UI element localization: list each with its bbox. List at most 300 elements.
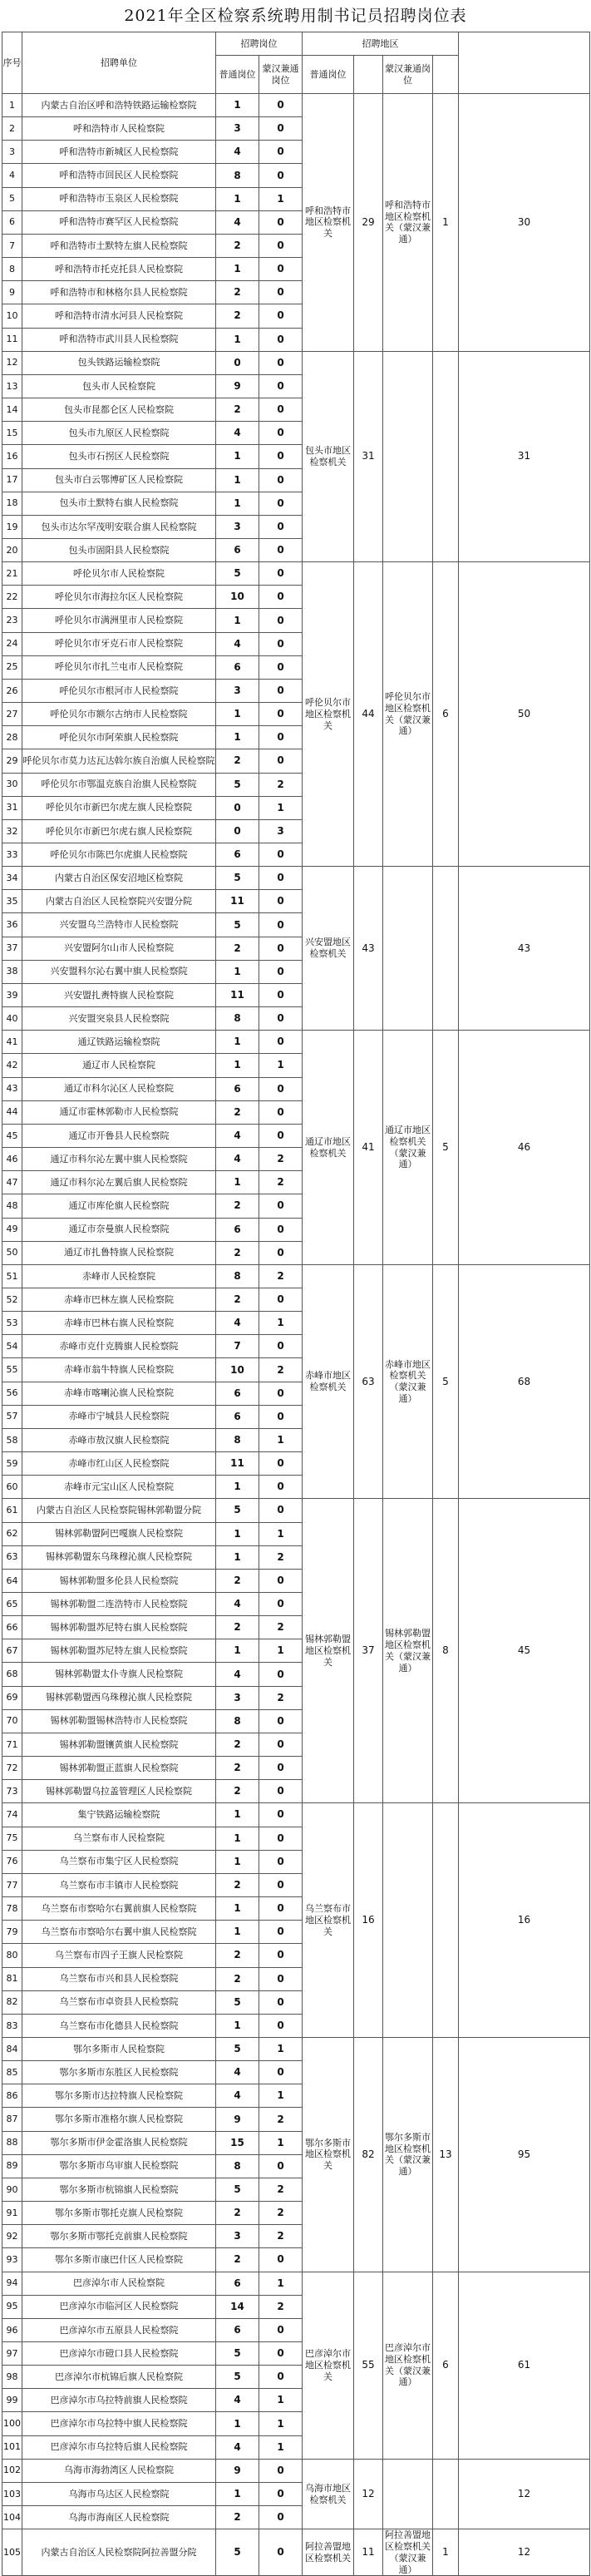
region-general-total: 12 — [354, 2459, 383, 2529]
row-bilingual-count: 2 — [259, 773, 303, 796]
row-general-count: 4 — [216, 2389, 259, 2412]
table-row — [2, 351, 590, 374]
row-bilingual-count: 0 — [259, 586, 303, 609]
row-general-count: 1 — [216, 1054, 259, 1077]
row-general-count: 1 — [216, 2412, 259, 2435]
row-general-count: 2 — [216, 1780, 259, 1803]
row-unit: 呼伦贝尔市阿荣旗人民检察院 — [22, 726, 216, 749]
row-general-count: 2 — [216, 281, 259, 304]
row-bilingual-count: 2 — [259, 2178, 303, 2201]
row-seq: 102 — [2, 2459, 22, 2482]
region-bilingual-name: 阿拉善盟地区检察机关（蒙汉兼通） — [383, 2529, 433, 2576]
row-bilingual-count: 0 — [259, 1780, 303, 1803]
row-unit: 鄂尔多斯市鄂托克旗人民检察院 — [22, 2202, 216, 2225]
row-seq: 59 — [2, 1452, 22, 1476]
row-general-count: 5 — [216, 562, 259, 586]
row-seq: 30 — [2, 773, 22, 796]
row-seq: 68 — [2, 1663, 22, 1686]
row-seq: 92 — [2, 2225, 22, 2248]
row-general-count: 2 — [216, 1873, 259, 1896]
row-seq: 55 — [2, 1358, 22, 1382]
row-seq: 37 — [2, 937, 22, 960]
row-unit: 锡林郭勒盟镶黄旗人民检察院 — [22, 1733, 216, 1756]
header-area-gen-count — [354, 56, 383, 94]
row-seq: 54 — [2, 1335, 22, 1358]
row-general-count: 4 — [216, 422, 259, 445]
row-seq: 19 — [2, 515, 22, 538]
row-bilingual-count: 1 — [259, 2412, 303, 2435]
region-bilingual-total: 1 — [433, 94, 459, 352]
row-seq: 71 — [2, 1733, 22, 1756]
row-bilingual-count: 0 — [259, 398, 303, 422]
row-general-count: 3 — [216, 117, 259, 141]
row-seq: 8 — [2, 258, 22, 281]
region-name: 呼和浩特市地区检察机关 — [303, 94, 354, 352]
row-bilingual-count: 0 — [259, 1031, 303, 1054]
row-general-count: 10 — [216, 1358, 259, 1382]
row-general-count: 9 — [216, 2459, 259, 2482]
row-unit: 呼伦贝尔市额尔古纳市人民检察院 — [22, 703, 216, 726]
row-unit: 呼和浩特市土默特左旗人民检察院 — [22, 234, 216, 257]
row-seq: 75 — [2, 1827, 22, 1850]
region-bilingual-name — [383, 351, 433, 561]
row-unit: 赤峰市红山区人民检察院 — [22, 1452, 216, 1476]
row-unit: 包头铁路运输检察院 — [22, 351, 216, 374]
row-bilingual-count: 1 — [259, 1639, 303, 1663]
row-general-count: 6 — [216, 538, 259, 561]
row-seq: 103 — [2, 2482, 22, 2505]
row-seq: 13 — [2, 374, 22, 398]
row-seq: 21 — [2, 562, 22, 586]
row-unit: 赤峰市人民检察院 — [22, 1264, 216, 1288]
region-total: 68 — [459, 1264, 590, 1499]
row-seq: 6 — [2, 210, 22, 234]
table-body — [2, 94, 590, 2576]
row-unit: 鄂尔多斯市伊金霍洛旗人民检察院 — [22, 2131, 216, 2154]
row-seq: 40 — [2, 1007, 22, 1031]
row-seq: 29 — [2, 749, 22, 773]
region-general-total: 82 — [354, 2037, 383, 2272]
row-bilingual-count: 2 — [259, 2202, 303, 2225]
header-area-general: 普通岗位 — [303, 56, 354, 94]
row-unit: 包头市石拐区人民检察院 — [22, 445, 216, 468]
row-bilingual-count: 0 — [259, 890, 303, 913]
row-unit: 乌兰察布市卓资县人民检察院 — [22, 1990, 216, 2014]
row-seq: 39 — [2, 983, 22, 1006]
row-seq: 1 — [2, 94, 22, 117]
row-unit: 赤峰市克什克腾旗人民检察院 — [22, 1335, 216, 1358]
row-bilingual-count: 0 — [259, 2014, 303, 2037]
row-unit: 兴安盟乌兰浩特市人民检察院 — [22, 913, 216, 937]
row-general-count: 0 — [216, 351, 259, 374]
row-unit: 乌兰察布市集宁区人民检察院 — [22, 1850, 216, 1873]
row-unit: 呼和浩特市新城区人民检察院 — [22, 141, 216, 164]
row-unit: 兴安盟科尔沁右翼中旗人民检察院 — [22, 960, 216, 983]
row-general-count: 1 — [216, 445, 259, 468]
row-general-count: 4 — [216, 1148, 259, 1171]
row-seq: 32 — [2, 819, 22, 843]
row-seq: 98 — [2, 2366, 22, 2389]
row-general-count: 6 — [216, 843, 259, 867]
row-seq: 47 — [2, 1171, 22, 1194]
row-unit: 呼伦贝尔市莫力达瓦达斡尔族自治旗人民检察院 — [22, 749, 216, 773]
row-unit: 呼伦贝尔市陈巴尔虎旗人民检察院 — [22, 843, 216, 867]
row-bilingual-count: 0 — [259, 351, 303, 374]
row-bilingual-count: 0 — [259, 1382, 303, 1405]
row-unit: 巴彦淖尔市磴口县人民检察院 — [22, 2342, 216, 2366]
row-bilingual-count: 0 — [259, 258, 303, 281]
row-bilingual-count: 0 — [259, 1569, 303, 1592]
row-seq: 89 — [2, 2154, 22, 2178]
row-seq: 35 — [2, 890, 22, 913]
row-unit: 鄂尔多斯市人民检察院 — [22, 2037, 216, 2060]
table-row — [2, 2459, 590, 2482]
row-seq: 73 — [2, 1780, 22, 1803]
row-bilingual-count: 0 — [259, 1476, 303, 1499]
row-bilingual-count: 1 — [259, 2131, 303, 2154]
header-bilingual: 蒙汉兼通岗位 — [259, 56, 303, 94]
row-unit: 内蒙古自治区人民检察院阿拉善盟分院 — [22, 2529, 216, 2576]
row-general-count: 4 — [216, 2435, 259, 2459]
region-total: 50 — [459, 562, 590, 867]
row-general-count: 9 — [216, 2108, 259, 2131]
row-unit: 巴彦淖尔市乌拉特后旗人民检察院 — [22, 2435, 216, 2459]
row-general-count: 1 — [216, 1897, 259, 1921]
row-seq: 26 — [2, 679, 22, 702]
row-seq: 77 — [2, 1873, 22, 1896]
region-total: 43 — [459, 867, 590, 1031]
region-bilingual-total: 13 — [433, 2037, 459, 2272]
row-general-count: 2 — [216, 1967, 259, 1990]
region-name: 乌海市地区检察机关 — [303, 2459, 354, 2529]
row-unit: 赤峰市巴林右旗人民检察院 — [22, 1312, 216, 1335]
row-bilingual-count: 0 — [259, 703, 303, 726]
row-bilingual-count: 0 — [259, 726, 303, 749]
row-unit: 乌海市乌达区人民检察院 — [22, 2482, 216, 2505]
row-bilingual-count: 0 — [259, 1593, 303, 1616]
row-general-count: 1 — [216, 94, 259, 117]
row-unit: 鄂尔多斯市乌审旗人民检察院 — [22, 2154, 216, 2178]
table-row — [2, 1803, 590, 1827]
row-general-count: 1 — [216, 2482, 259, 2505]
row-general-count: 9 — [216, 374, 259, 398]
row-bilingual-count: 0 — [259, 2154, 303, 2178]
row-general-count: 1 — [216, 703, 259, 726]
row-general-count: 2 — [216, 937, 259, 960]
region-name: 鄂尔多斯市地区检察机关 — [303, 2037, 354, 2272]
row-bilingual-count: 2 — [259, 1358, 303, 1382]
row-seq: 38 — [2, 960, 22, 983]
row-general-count: 4 — [216, 1663, 259, 1686]
row-seq: 100 — [2, 2412, 22, 2435]
row-unit: 包头市白云鄂博矿区人民检察院 — [22, 468, 216, 492]
row-general-count: 6 — [216, 655, 259, 679]
row-bilingual-count: 0 — [259, 937, 303, 960]
row-seq: 4 — [2, 164, 22, 187]
row-seq: 76 — [2, 1850, 22, 1873]
region-total: 46 — [459, 1031, 590, 1265]
row-general-count: 5 — [216, 1990, 259, 2014]
region-bilingual-total: 1 — [433, 2529, 459, 2576]
row-bilingual-count: 2 — [259, 2295, 303, 2318]
row-unit: 锡林郭勒盟西乌珠穆沁旗人民检察院 — [22, 1686, 216, 1709]
row-unit: 内蒙古自治区人民检察院兴安盟分院 — [22, 890, 216, 913]
row-unit: 锡林郭勒盟正蓝旗人民检察院 — [22, 1757, 216, 1780]
region-general-total: 29 — [354, 94, 383, 352]
row-bilingual-count: 0 — [259, 983, 303, 1006]
region-total: 61 — [459, 2272, 590, 2459]
header-unit: 招聘单位 — [22, 32, 216, 94]
row-seq: 24 — [2, 632, 22, 655]
row-unit: 通辽铁路运输检察院 — [22, 1031, 216, 1054]
row-unit: 呼伦贝尔市新巴尔虎右旗人民检察院 — [22, 819, 216, 843]
row-seq: 10 — [2, 304, 22, 328]
row-bilingual-count: 0 — [259, 1709, 303, 1733]
row-bilingual-count: 0 — [259, 1405, 303, 1428]
row-bilingual-count: 2 — [259, 1264, 303, 1288]
row-unit: 呼和浩特市清水河县人民检察院 — [22, 304, 216, 328]
region-bilingual-name — [383, 1803, 433, 2038]
row-bilingual-count: 2 — [259, 2108, 303, 2131]
row-unit: 呼伦贝尔市人民检察院 — [22, 562, 216, 586]
row-unit: 锡林郭勒盟二连浩特市人民检察院 — [22, 1593, 216, 1616]
row-bilingual-count: 0 — [259, 1663, 303, 1686]
row-unit: 通辽市人民检察院 — [22, 1054, 216, 1077]
row-bilingual-count: 0 — [259, 1452, 303, 1476]
table-row — [2, 2037, 590, 2060]
row-unit: 乌海市海南区人民检察院 — [22, 2506, 216, 2529]
row-seq: 22 — [2, 586, 22, 609]
row-unit: 锡林郭勒盟太仆寺旗人民检察院 — [22, 1663, 216, 1686]
row-unit: 呼伦贝尔市牙克石市人民检察院 — [22, 632, 216, 655]
row-general-count: 1 — [216, 1545, 259, 1569]
row-seq: 45 — [2, 1124, 22, 1147]
row-bilingual-count: 3 — [259, 819, 303, 843]
row-bilingual-count: 0 — [259, 1100, 303, 1124]
row-unit: 锡林郭勒盟苏尼特右旗人民检察院 — [22, 1616, 216, 1639]
row-bilingual-count: 1 — [259, 796, 303, 819]
row-seq: 93 — [2, 2248, 22, 2272]
row-seq: 50 — [2, 1241, 22, 1264]
table-row — [2, 2529, 590, 2576]
row-unit: 赤峰市翁牛特旗人民检察院 — [22, 1358, 216, 1382]
row-bilingual-count: 0 — [259, 562, 303, 586]
region-general-total: 43 — [354, 867, 383, 1031]
row-seq: 18 — [2, 492, 22, 515]
row-unit: 兴安盟阿尔山市人民检察院 — [22, 937, 216, 960]
row-seq: 81 — [2, 1967, 22, 1990]
row-general-count: 2 — [216, 2202, 259, 2225]
row-unit: 呼和浩特市玉泉区人民检察院 — [22, 187, 216, 210]
row-general-count: 3 — [216, 515, 259, 538]
row-general-count: 8 — [216, 164, 259, 187]
row-unit: 通辽市霍林郭勒市人民检察院 — [22, 1100, 216, 1124]
row-seq: 85 — [2, 2061, 22, 2084]
row-general-count: 1 — [216, 1639, 259, 1663]
row-bilingual-count: 0 — [259, 1967, 303, 1990]
row-seq: 42 — [2, 1054, 22, 1077]
region-bilingual-name: 锡林郭勒盟地区检察机关（蒙汉兼通） — [383, 1499, 433, 1803]
row-general-count: 5 — [216, 2529, 259, 2576]
row-unit: 乌兰察布市人民检察院 — [22, 1827, 216, 1850]
row-bilingual-count: 2 — [259, 1545, 303, 1569]
row-seq: 91 — [2, 2202, 22, 2225]
row-unit: 呼伦贝尔市鄂温克族自治旗人民检察院 — [22, 773, 216, 796]
region-total: 16 — [459, 1803, 590, 2038]
row-bilingual-count: 1 — [259, 2037, 303, 2060]
row-unit: 呼和浩特市托克托县人民检察院 — [22, 258, 216, 281]
row-seq: 23 — [2, 609, 22, 632]
row-general-count: 7 — [216, 1335, 259, 1358]
row-general-count: 6 — [216, 1077, 259, 1100]
row-general-count: 1 — [216, 726, 259, 749]
row-seq: 33 — [2, 843, 22, 867]
row-general-count: 5 — [216, 2037, 259, 2060]
row-bilingual-count: 0 — [259, 2529, 303, 2576]
row-bilingual-count: 0 — [259, 1241, 303, 1264]
row-unit: 包头市昆都仑区人民检察院 — [22, 398, 216, 422]
region-name: 赤峰市地区检察机关 — [303, 1264, 354, 1499]
table-row — [2, 1031, 590, 1054]
row-bilingual-count: 0 — [259, 304, 303, 328]
row-unit: 通辽市科尔沁左翼后旗人民检察院 — [22, 1171, 216, 1194]
row-general-count: 8 — [216, 1428, 259, 1451]
row-seq: 53 — [2, 1312, 22, 1335]
row-bilingual-count: 0 — [259, 960, 303, 983]
row-unit: 鄂尔多斯市康巴什区人民检察院 — [22, 2248, 216, 2272]
row-bilingual-count: 1 — [259, 2272, 303, 2295]
row-general-count: 2 — [216, 1757, 259, 1780]
row-seq: 51 — [2, 1264, 22, 1288]
row-seq: 20 — [2, 538, 22, 561]
row-general-count: 2 — [216, 1100, 259, 1124]
row-unit: 鄂尔多斯市东胜区人民检察院 — [22, 2061, 216, 2084]
row-seq: 58 — [2, 1428, 22, 1451]
row-unit: 呼伦贝尔市海拉尔区人民检察院 — [22, 586, 216, 609]
row-unit: 巴彦淖尔市临河区人民检察院 — [22, 2295, 216, 2318]
row-bilingual-count: 0 — [259, 515, 303, 538]
row-seq: 69 — [2, 1686, 22, 1709]
row-general-count: 0 — [216, 796, 259, 819]
recruitment-table — [2, 32, 590, 2576]
row-general-count: 11 — [216, 1452, 259, 1476]
row-unit: 内蒙古自治区呼和浩特铁路运输检察院 — [22, 94, 216, 117]
header-area-bilingual: 蒙汉兼通岗位 — [383, 56, 433, 94]
region-general-total: 37 — [354, 1499, 383, 1803]
row-unit: 锡林郭勒盟乌拉盖管理区人民检察院 — [22, 1780, 216, 1803]
row-unit: 内蒙古自治区人民检察院锡林郭勒盟分院 — [22, 1499, 216, 1522]
row-bilingual-count: 0 — [259, 1944, 303, 1967]
row-seq: 5 — [2, 187, 22, 210]
row-general-count: 1 — [216, 1476, 259, 1499]
row-general-count: 2 — [216, 1241, 259, 1264]
row-general-count: 1 — [216, 468, 259, 492]
row-general-count: 1 — [216, 1803, 259, 1827]
region-bilingual-name — [383, 2459, 433, 2529]
row-seq: 79 — [2, 1921, 22, 1944]
row-unit: 乌兰察布市兴和县人民检察院 — [22, 1967, 216, 1990]
row-unit: 锡林郭勒盟东乌珠穆沁旗人民检察院 — [22, 1545, 216, 1569]
row-bilingual-count: 0 — [259, 1194, 303, 1218]
row-unit: 呼伦贝尔市扎兰屯市人民检察院 — [22, 655, 216, 679]
row-unit: 内蒙古自治区保安沼地区检察院 — [22, 867, 216, 890]
row-unit: 包头市土默特右旗人民检察院 — [22, 492, 216, 515]
row-bilingual-count: 0 — [259, 843, 303, 867]
region-total: 45 — [459, 1499, 590, 1803]
row-unit: 包头市九原区人民检察院 — [22, 422, 216, 445]
row-unit: 通辽市科尔沁区人民检察院 — [22, 1077, 216, 1100]
row-seq: 83 — [2, 2014, 22, 2037]
row-bilingual-count: 1 — [259, 187, 303, 210]
row-general-count: 1 — [216, 258, 259, 281]
row-unit: 通辽市库伦旗人民检察院 — [22, 1194, 216, 1218]
row-seq: 94 — [2, 2272, 22, 2295]
row-unit: 乌兰察布市化德县人民检察院 — [22, 2014, 216, 2037]
row-seq: 72 — [2, 1757, 22, 1780]
row-bilingual-count: 0 — [259, 2342, 303, 2366]
row-general-count: 15 — [216, 2131, 259, 2154]
region-bilingual-total — [433, 351, 459, 561]
row-unit: 赤峰市敖汉旗人民检察院 — [22, 1428, 216, 1451]
row-unit: 巴彦淖尔市乌拉特前旗人民检察院 — [22, 2389, 216, 2412]
row-seq: 105 — [2, 2529, 22, 2576]
row-bilingual-count: 0 — [259, 1757, 303, 1780]
region-name: 巴彦淖尔市地区检察机关 — [303, 2272, 354, 2459]
row-bilingual-count: 0 — [259, 1850, 303, 1873]
row-unit: 锡林郭勒盟阿巴嘎旗人民检察院 — [22, 1522, 216, 1545]
row-general-count: 2 — [216, 1288, 259, 1311]
row-seq: 61 — [2, 1499, 22, 1522]
region-bilingual-name: 呼和浩特市地区检察机关（蒙汉兼通） — [383, 94, 433, 352]
row-unit: 通辽市科尔沁左翼中旗人民检察院 — [22, 1148, 216, 1171]
row-seq: 15 — [2, 422, 22, 445]
row-general-count: 2 — [216, 398, 259, 422]
row-general-count: 2 — [216, 1616, 259, 1639]
row-bilingual-count: 0 — [259, 1007, 303, 1031]
row-bilingual-count: 0 — [259, 445, 303, 468]
row-bilingual-count: 1 — [259, 2435, 303, 2459]
row-unit: 呼和浩特市赛罕区人民检察院 — [22, 210, 216, 234]
row-seq: 16 — [2, 445, 22, 468]
row-general-count: 11 — [216, 983, 259, 1006]
row-general-count: 1 — [216, 1031, 259, 1054]
header-seq: 序号 — [2, 32, 22, 94]
table-row — [2, 2272, 590, 2295]
row-seq: 34 — [2, 867, 22, 890]
row-bilingual-count: 0 — [259, 374, 303, 398]
row-general-count: 2 — [216, 1944, 259, 1967]
row-general-count: 1 — [216, 2014, 259, 2037]
row-bilingual-count: 0 — [259, 1077, 303, 1100]
page-title: 2021年全区检察系统聘用制书记员招聘岗位表 — [124, 7, 467, 25]
row-general-count: 5 — [216, 2342, 259, 2366]
row-bilingual-count: 0 — [259, 2061, 303, 2084]
region-general-total: 55 — [354, 2272, 383, 2459]
row-bilingual-count: 0 — [259, 1499, 303, 1522]
row-unit: 鄂尔多斯市杭锦旗人民检察院 — [22, 2178, 216, 2201]
region-name: 兴安盟地区检察机关 — [303, 867, 354, 1031]
row-general-count: 5 — [216, 2178, 259, 2201]
row-unit: 巴彦淖尔市人民检察院 — [22, 2272, 216, 2295]
row-seq: 78 — [2, 1897, 22, 1921]
row-unit: 呼伦贝尔市新巴尔虎左旗人民检察院 — [22, 796, 216, 819]
row-general-count: 2 — [216, 2248, 259, 2272]
row-general-count: 4 — [216, 1312, 259, 1335]
row-unit: 赤峰市喀喇沁旗人民检察院 — [22, 1382, 216, 1405]
row-general-count: 6 — [216, 1405, 259, 1428]
row-unit: 呼伦贝尔市根河市人民检察院 — [22, 679, 216, 702]
row-unit: 呼和浩特市人民检察院 — [22, 117, 216, 141]
